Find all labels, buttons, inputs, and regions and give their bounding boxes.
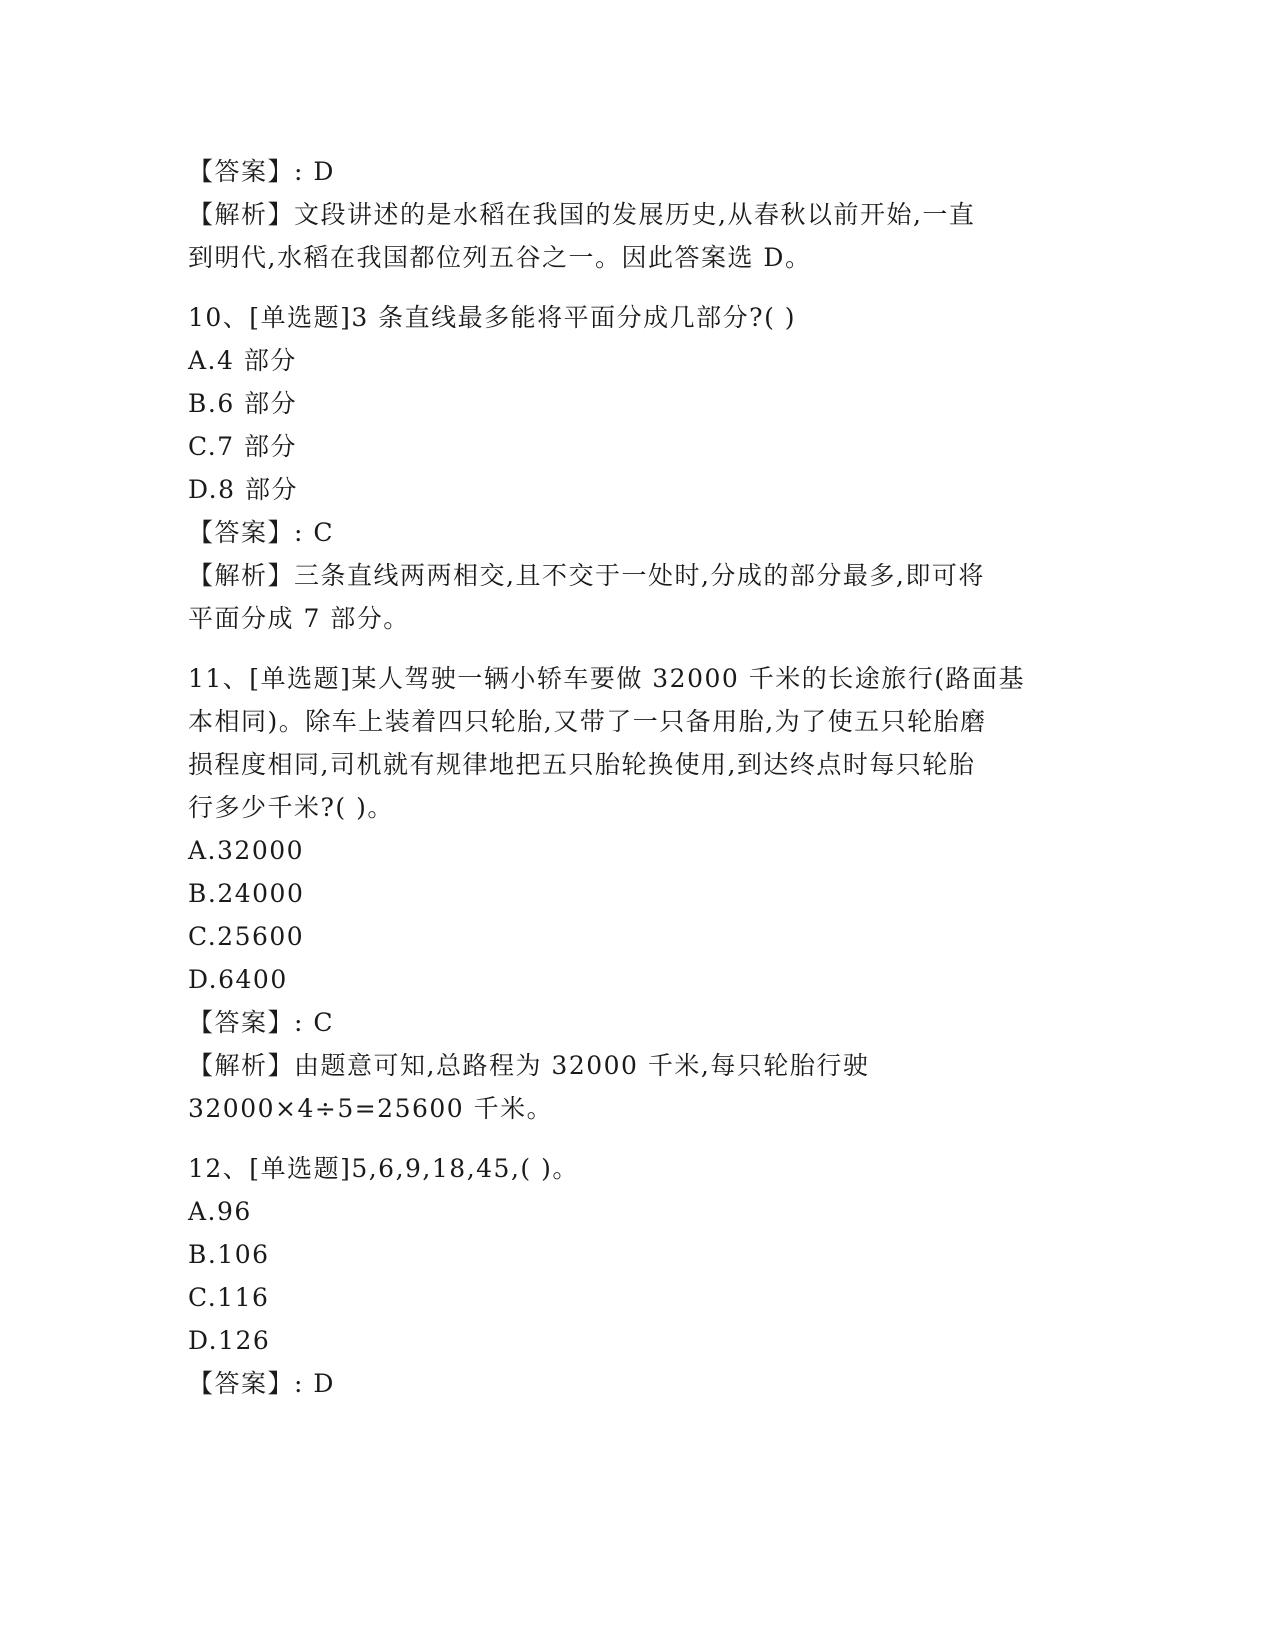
answer-line (188, 1001, 1088, 1044)
question-12-stem: 12、[单选题]5,6,9,18,45,( )。 (188, 1154, 579, 1183)
answer-label: 【答案】 (188, 157, 295, 186)
document-page (188, 150, 1088, 1405)
answer-separator: : (294, 1369, 304, 1398)
analysis-label: 【解析】 (188, 561, 295, 590)
analysis-label: 【解析】 (188, 200, 295, 229)
analysis-text: 三条直线两两相交,且不交于一处时,分成的部分最多,即可将 (294, 561, 985, 590)
answer-value: D (313, 157, 335, 186)
answer-line (188, 511, 1088, 554)
answer-line (188, 150, 1088, 193)
answer-label: 【答案】 (188, 1008, 295, 1037)
option-d: D.6400 (188, 965, 288, 994)
option-d: D.8 部分 (188, 475, 298, 504)
answer-value: C (313, 1008, 335, 1037)
answer-value: D (313, 1369, 335, 1398)
analysis-line: 平面分成 7 部分。 (188, 604, 410, 633)
analysis-line: 到明代,水稻在我国都位列五谷之一。因此答案选 D。 (188, 243, 812, 272)
option-d: D.126 (188, 1326, 271, 1355)
answer-separator: : (294, 1008, 304, 1037)
question-11-stem: 行多少千米?( )。 (188, 793, 394, 822)
answer-label: 【答案】 (188, 1369, 295, 1398)
option-a: A.4 部分 (188, 346, 297, 375)
question-11-stem: 11、[单选题]某人驾驶一辆小轿车要做 32000 千米的长途旅行(路面基 (188, 664, 1025, 693)
option-b: B.6 部分 (188, 389, 298, 418)
option-a: A.96 (188, 1197, 252, 1226)
option-a: A.32000 (188, 836, 305, 865)
analysis-line: 32000×4÷5=25600 千米。 (188, 1094, 554, 1123)
answer-separator: : (294, 518, 304, 547)
analysis-text: 由题意可知,总路程为 32000 千米,每只轮胎行驶 (294, 1051, 870, 1080)
analysis-label: 【解析】 (188, 1051, 295, 1080)
question-11-stem: 损程度相同,司机就有规律地把五只胎轮换使用,到达终点时每只轮胎 (188, 750, 976, 779)
option-c: C.7 部分 (188, 432, 298, 461)
analysis-line (188, 1044, 1088, 1087)
answer-separator: : (294, 157, 304, 186)
answer-value: C (313, 518, 335, 547)
answer-line (188, 1362, 1088, 1405)
question-10-stem: 10、[单选题]3 条直线最多能将平面分成几部分?( ) (188, 303, 797, 332)
analysis-line (188, 193, 1088, 236)
analysis-text: 文段讲述的是水稻在我国的发展历史,从春秋以前开始,一直 (294, 200, 976, 229)
option-b: B.106 (188, 1240, 270, 1269)
option-b: B.24000 (188, 879, 305, 908)
question-11-stem: 本相同)。除车上装着四只轮胎,又带了一只备用胎,为了使五只轮胎磨 (188, 707, 987, 736)
option-c: C.116 (188, 1283, 270, 1312)
analysis-line (188, 554, 1088, 597)
answer-label: 【答案】 (188, 518, 295, 547)
option-c: C.25600 (188, 922, 305, 951)
